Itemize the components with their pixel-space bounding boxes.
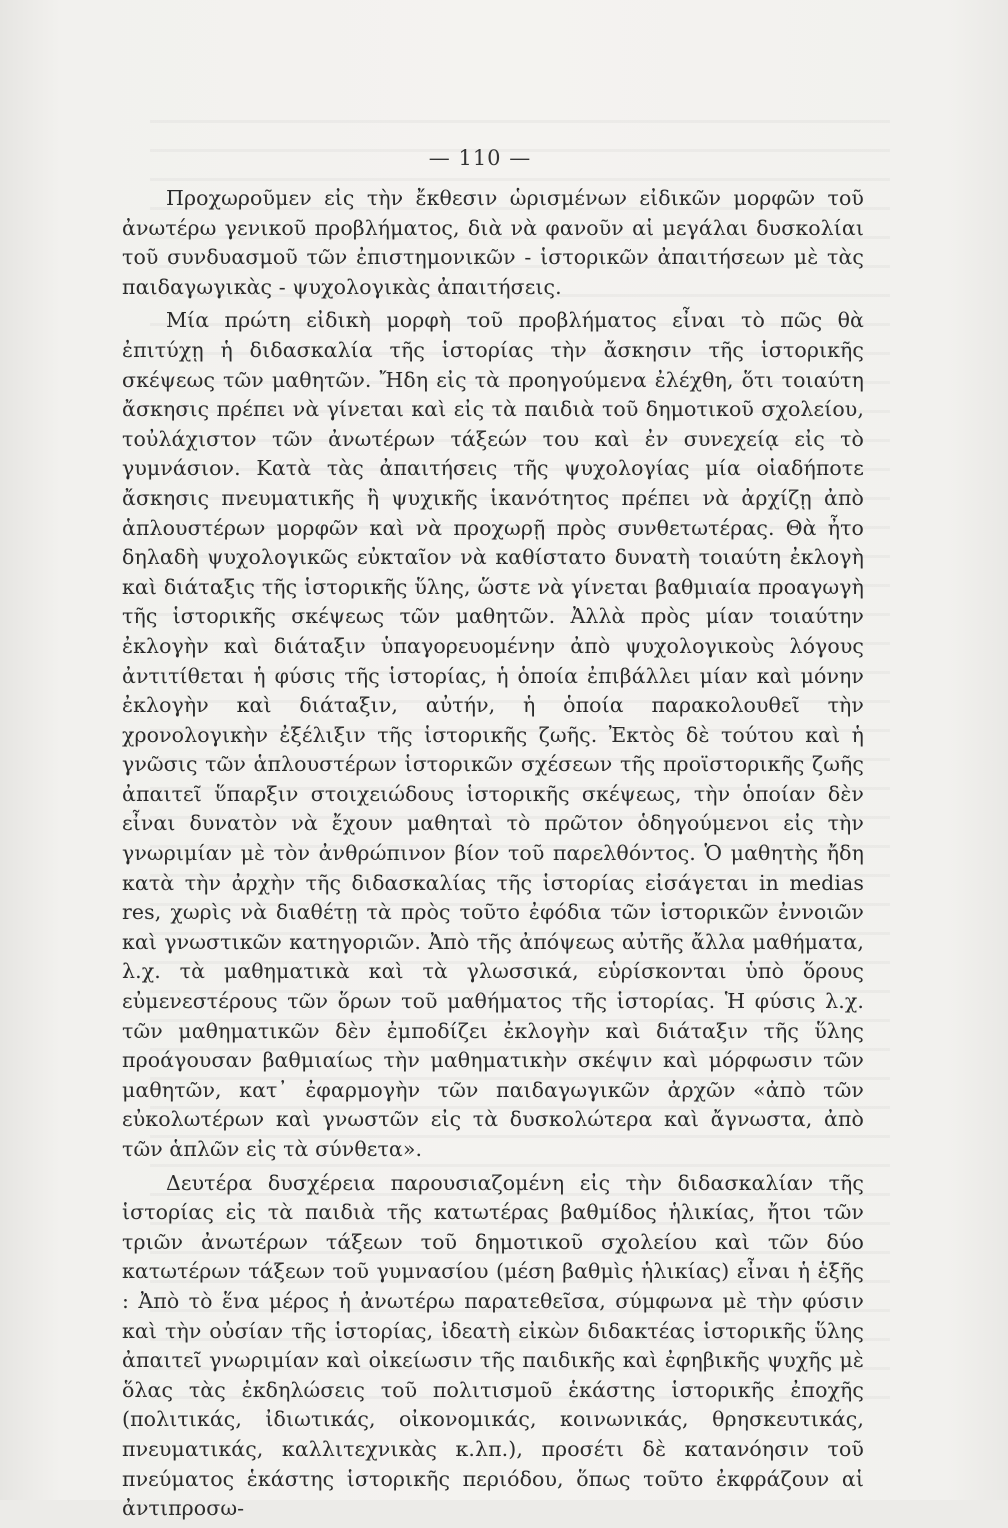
body-text bbox=[122, 184, 864, 1528]
page-number: — 110 — bbox=[428, 146, 532, 170]
paragraph-2: Μία πρώτη εἰδικὴ μορφὴ τοῦ προβλήματος εἶναι τὸ πῶς θὰ ἐπιτύχῃ ἡ διδασκαλία τῆς ἱστορίας τὴν ἄσκησιν τῆς ἱστορικῆς σκέψεως τῶν μαθητῶν. Ἤδη εἰς τὰ προηγούμενα ἐλέχθη, ὅτι τοιαύτη ἄσκησις πρέπει νὰ γίνεται καὶ εἰς τὰ παιδιὰ τοῦ δημοτικοῦ σχολείου, τοὐλάχιστον τῶν ἀνωτέρων τάξεών του καὶ ἐν συνεχείᾳ εἰς τὸ γυμνάσιον. Κατὰ τὰς ἀπαιτήσεις τῆς ψυχολογίας μία οἱαδήποτε ἄσκησις πνευματικῆς ἢ ψυχικῆς ἱκανότητος πρέπει νὰ ἀρχίζῃ ἀπὸ ἁπλουστέρων μορφῶν καὶ νὰ προχωρῇ πρὸς συνθετωτέρας. Θὰ ἦτο δηλαδὴ ψυχολογικῶς εὐκταῖον νὰ καθίστατο δυνατὴ τοιαύτη ἐκλογὴ καὶ διάταξις τῆς ἱστορικῆς ὕλης, ὥστε νὰ γίνεται βαθμιαία προαγωγὴ τῆς ἱστορικῆς σκέψεως τῶν μαθητῶν. Ἀλλὰ πρὸς μίαν τοιαύτην ἐκλογὴν καὶ διάταξιν ὑπαγορευομένην ἀπὸ ψυχολογικοὺς λόγους ἀντιτίθεται ἡ φύσις τῆς ἱστορίας, ἡ ὁποία ἐπιβάλλει μίαν καὶ μόνην ἐκλογὴν καὶ διάταξιν, αὐτήν, ἡ ὁποία παρακολουθεῖ τὴν χρονολογικὴν ἐξέλιξιν τῆς ἱστορικῆς ζωῆς. Ἐκτὸς δὲ τούτου καὶ ἡ γνῶσις τῶν ἁπλουστέρων ἱστορικῶν σχέσεων τῆς προϊστορικῆς ζωῆς ἀπαιτεῖ ὕπαρξιν στοιχειώδους ἱστορικῆς σκέψεως, τὴν ὁποίαν δὲν εἶναι δυνατὸν νὰ ἔχουν μαθηταὶ τὸ πρῶτον ὁδηγούμενοι εἰς τὴν γνωριμίαν μὲ τὸν ἀνθρώπινον βίον τοῦ παρελθόντος. Ὁ μαθητὴς ἤδη κατὰ τὴν ἀρχὴν τῆς διδασκαλίας τῆς ἱστορίας εἰσάγεται in medias res, χωρὶς νὰ διαθέτῃ τὰ πρὸς τοῦτο ἐφόδια τῶν ἱστορικῶν ἐννοιῶν καὶ γνωστικῶν κατηγοριῶν. Ἀπὸ τῆς ἀπόψεως αὐτῆς ἄλλα μαθήματα, λ.χ. τὰ μαθηματικὰ καὶ τὰ γλωσσικά, εὑρίσκονται ὑπὸ ὅρους εὐμενεστέρους τῶν ὅρων τοῦ μαθήματος τῆς ἱστορίας. Ἡ φύσις λ.χ. τῶν μαθηματικῶν δὲν ἐμποδίζει ἐκλογὴν καὶ διάταξιν τῆς ὕλης προάγουσαν βαθμιαίως τὴν μαθηματικὴν σκέψιν καὶ μόρφωσιν τῶν μαθητῶν, κατ᾿ ἐφαρμογὴν τῶν παιδαγωγικῶν ἀρχῶν «ἀπὸ τῶν εὐκολωτέρων καὶ γνωστῶν εἰς τὰ δυσκολώτερα καὶ ἄγνωστα, ἀπὸ τῶν ἁπλῶν εἰς τὰ σύνθετα». bbox=[122, 308, 864, 1161]
paragraph-1: Προχωροῦμεν εἰς τὴν ἔκθεσιν ὡρισμένων εἰδικῶν μορφῶν τοῦ ἀνωτέρω γενικοῦ προβλήματος, διὰ νὰ φανοῦν αἱ μεγάλαι δυσκολίαι τοῦ συνδυασμοῦ τῶν ἐπιστημονικῶν - ἱστορικῶν ἀπαιτήσεων μὲ τὰς παιδαγωγικὰς - ψυχολογικὰς ἀπαιτήσεις. bbox=[122, 186, 864, 299]
paragraph-3: Δευτέρα δυσχέρεια παρουσιαζομένη εἰς τὴν διδασκαλίαν τῆς ἱστορίας εἰς τὰ παιδιὰ τῆς κατωτέρας βαθμίδος ἡλικίας, ἤτοι τῶν τριῶν ἀνωτέρων τάξεων τοῦ δημοτικοῦ σχολείου καὶ τῶν δύο κατωτέρων τάξεων τοῦ γυμνασίου (μέση βαθμὶς ἡλικίας) εἶναι ἡ ἑξῆς : Ἀπὸ τὸ ἕνα μέρος ἡ ἀνωτέρω παρατεθεῖσα, σύμφωνα μὲ τὴν φύσιν καὶ τὴν οὐσίαν τῆς ἱστορίας, ἰδεατὴ εἰκὼν διδακτέας ἱστορικῆς ὕλης ἀπαιτεῖ γνωριμίαν καὶ οἰκείωσιν τῆς παιδικῆς καὶ ἐφηβικῆς ψυχῆς μὲ ὅλας τὰς ἐκδηλώσεις τοῦ πολιτισμοῦ ἑκάστης ἱστορικῆς ἐποχῆς (πολιτικάς, ἰδιωτικάς, οἰκονομικάς, κοινωνικάς, θρησκευτικάς, πνευματικάς, καλλιτεχνικὰς κ.λπ.), προσέτι δὲ κατανόησιν τοῦ πνεύματος ἑκάστης ἱστορικῆς περιόδου, ὅπως τοῦτο ἐκφράζουν αἱ ἀντιπροσω- bbox=[122, 1170, 864, 1521]
